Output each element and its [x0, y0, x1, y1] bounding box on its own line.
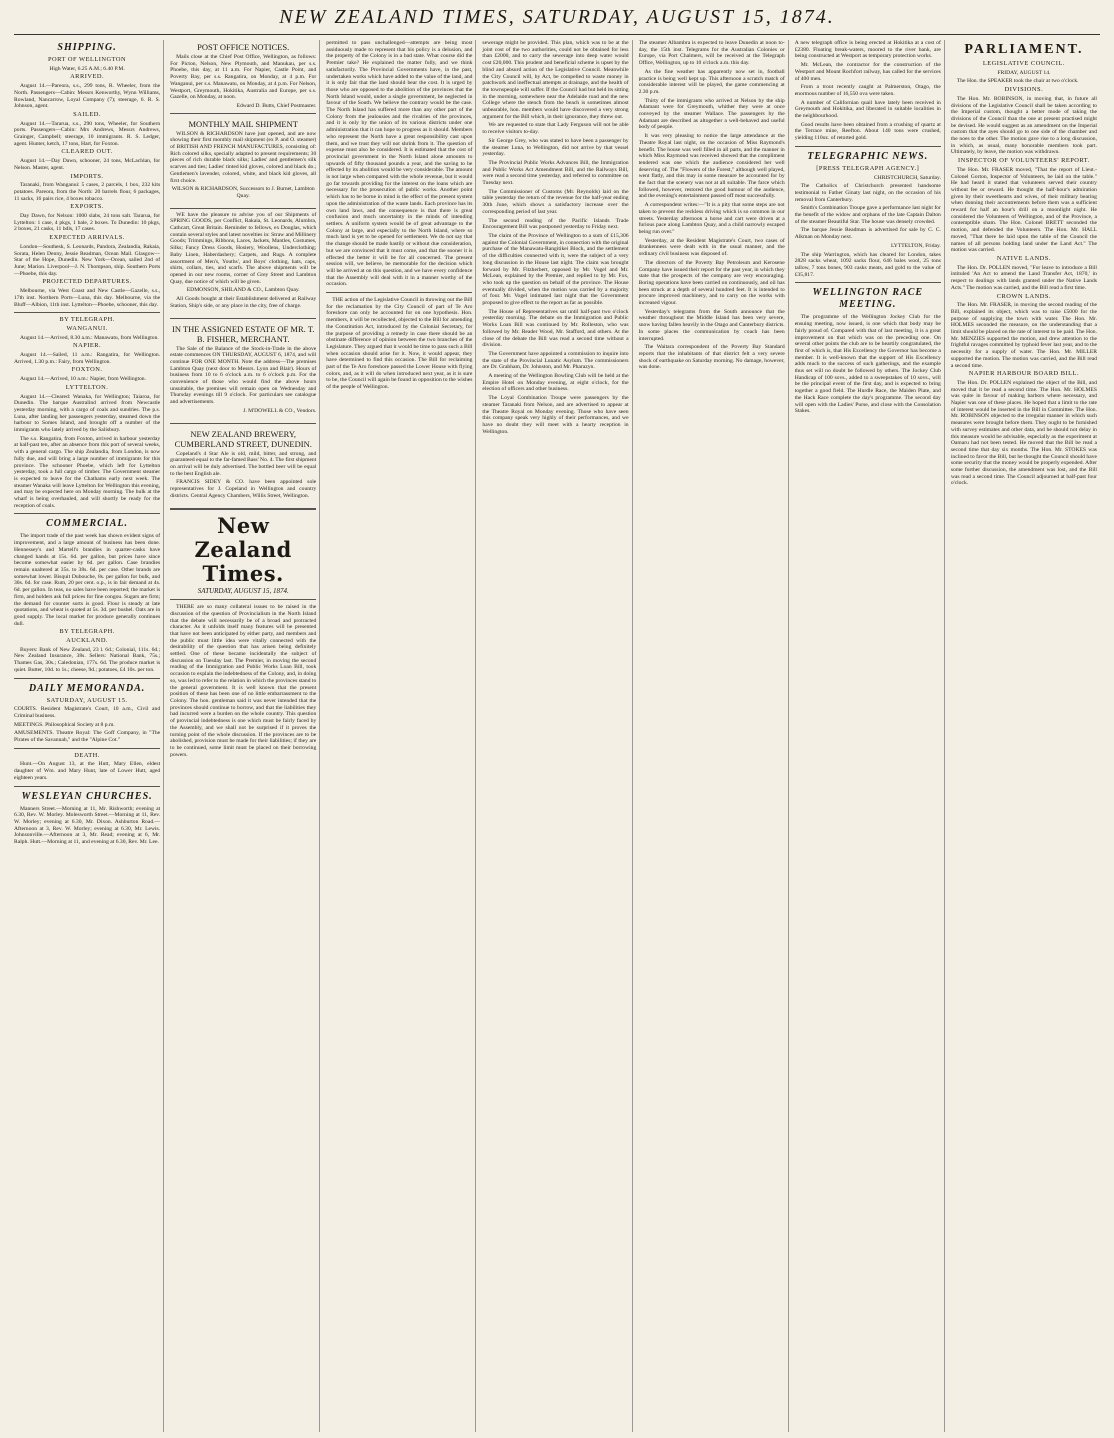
telegraphic-title: TELEGRAPHIC NEWS.	[807, 150, 929, 162]
ad4-head: NEW ZEALAND BREWERY, CUMBERLAND STREET, DUNEDIN.	[174, 428, 312, 449]
column-local-news	[482, 40, 632, 1432]
inspector-head: INSPECTOR OF VOLUNTEERS' REPORT.	[958, 157, 1090, 165]
harbour-text: The Hon. Dr. POLLEN explained the object of the Bill, and moved that it be read a second time. The Hon. Mr. HOLMES was quite in favour of making harbors where necessary, and Napier was one of these places. He hoped that a limit to the rate of interest would be inserted in the Bill in Committee. The Hon. Mr. ROBINSON objected to the irregular manner in which such measures were brought before them. They ought to be furnished with survey estimates and other data, and he should not delay in this measure would be advisable, especially as the experiment at Oamaru had not been tested. He moved that the Bill be read a second time that day six months. The Hon. Mr. STOKES was inclined to favor the Bill, but he thought the Council should have some security that the money would be properly expended. After some further discussion, the amendment was lost, and the Bill was read a second time. The Council adjourned at half-past four o'clock.	[950, 379, 1097, 487]
tel-2: Smith's Combination Troupe gave a performance last night for the benefit of the widow and orphans of the late Captain Dalton of the steamer Beautiful Star. The house was densely crowded.	[794, 205, 941, 225]
napier-head: NAPIER.	[72, 342, 102, 350]
column-telegraphic	[795, 40, 945, 1432]
ad2-body: WE have the pleasure to advise you of our Shipments of SPRING GOODS, per Conflict, Rakaia, St. Leonards, Alumbra, Cathcart, Great Britain. Reminder to fellows, ex Douglas, which contain several styles and latest novelties in: Straw and Millinery Goods; Trimmings, Ribbons, Laces, Jackets, Mantles, Costumes, Silks; Fancy Dress Goods, Hosiery, Woollens, Underclothing; Baby Linen, Haberdashery; Carpets, and Rugs. A complete assortment of Men's, Youths', and Boys' clothing, hats, caps, shirts, collars, ties, and scarfs. The above shipments will be opened in our new rooms, corner of Grey Street and Lambton Quay, due notice of which will be given.	[170, 211, 317, 285]
shipping-body: The s.s. Rangatira, from Foxton, arrived in harbour yesterday at half-past ten, after an absence from this port of several weeks, with a general cargo. The ship Zealandia, from London, is now fully due, and will bring a large number of immigrants for this province. The schooner Phoebe, which left for Lyttelton yesterday, took a full cargo of timber. The Government steamer is expected to leave for the Chathams early next week. The steamer Wanaka will leave Lyttelton for Wellington this evening, and may be expected here on Monday morning. The hulk at the wharf is being overhauled, and will shortly be ready for the reception of coals.	[14, 435, 161, 509]
news-1: The steamer Albambra is expected to leave Dunedin at noon to-day, the 15th inst. Telegrams for the Australian Colonies or Europe, via Port Chalmers, will be received at the Telegraph Office, Wellington, up to 10 o'clock a.m. this day.	[638, 40, 785, 67]
tides: High Water, 6.25 A.M.; 6.40 P.M.	[49, 65, 125, 72]
courts-head: COURTS.	[14, 706, 38, 713]
inspector-text: The Hon. Mr. FRASER moved, "That the report of Lieut.-Colonel Gorton, Inspector of Volunteers, be laid on the table." He had heard it stated that volunteers served their country without fee or reward. He thought the half-hour's admiration given by their sweethearts and wives, of their military bearing when donning their accoutrements before them was a sufficient reward for half an hour's drill on a moonlight night. He considered the Volunteers of Wellington, and of the Province, a contemptible sham. The Hon. Colonel BRETT seconded the motion, and defended the Volunteers. The Hon. Mr. HALL moved, "That there be laid upon the table of the Council the names of all persons holding land under the Land Act." The motion was carried.	[950, 166, 1097, 254]
wanganui-head: WANGANUI.	[66, 324, 108, 332]
rule	[795, 282, 941, 283]
column-adverts	[170, 40, 320, 1432]
ad3-body: The Sale of the Balance of the Stock-in-Trade in the above estate commences ON THURSDAY, AUGUST 6, 1874, and will continue FOR ONE MONTH. Note the address—The premises Lambton Quay (next door to Messrs. Lyon and Blair). Hours of business from 10 to 6 o'clock a.m. to 6 o'clock p.m. For the convenience of those who would find the above hours unsuitable, the premises will remain open on Wednesday and Thursday evenings till 9 o'clock. For particulars see catalogue and advertisements.	[170, 345, 317, 406]
churches-title: WESLEYAN CHURCHES.	[21, 790, 153, 802]
commercial-text: The import trade of the past week has shown evident signs of improvement, and a large amount of business has been done. Hennessey's and Martell's brandies in quarter-casks have changed hands at 15s. 6d. per gallon, but prices have since become somewhat easier by 6d. per gallon. Case brandies remain unaltered at 35s. to 38s. 6d. per case. Other brands are somewhat lower. Bisquit Dubouche, 8s. per gallon for bulk, and 30s. 6d. for case. Rum, 20 per cent. o.p., is in fair demand at 4s. 6d. per gallon. In teas, no sales have been reported; the market is firm, and holders ask full prices for fine congou. Sugars are firm; the demand for counter sorts is good. Flour is steady at late quotations, and wheat is quoted at 5s. 3d. per bushel. Oats are in good supply. The local market for produce generally continues dull.	[14, 533, 161, 627]
ad1-head: MONTHLY MAIL SHIPMENT	[188, 118, 298, 129]
local-news-3: Sir George Grey, who was stated to have been a passenger by the steamer Luna, to Wellington, did not arrive by that vessel yesterday.	[482, 137, 629, 158]
rule	[326, 292, 472, 293]
commercial-title: COMMERCIAL.	[46, 518, 128, 530]
news-3: Thirty of the immigrants who arrived at Nelson by the ship Adamant were for Greymouth, whither they were at once conveyed by the steamer Wallace. The passengers by the Adamant are described as altogether a well-behaved and useful body of people.	[638, 97, 785, 131]
ad2-note: All Goods bought at their Establishment delivered at Railway Station, Ship's side, or any place in the city, free of charge.	[170, 296, 317, 309]
place-lyttelton: LYTTELTON, Friday.	[890, 242, 941, 249]
sailed-head: SAILED.	[73, 110, 101, 118]
misc-3: From a trout recently caught at Palmerston, Otago, the enormous number of 16,550 ova were taken.	[794, 84, 941, 97]
misc-2: Mr. McLean, the contractor for the construction of the Westport and Mount Rochfort railway, has called for the services of 400 men.	[794, 62, 941, 82]
expected-text: London—Southesk, S. Leonards, Pandora, Zealandia, Rakaia, Sorata, Helen Denny, Jessie Readman, Ocean Mail. Glasgow—Star of the Hope, Dunedin. New York—Ocean, sailed 2nd of June; Marion. Liverpool—J. N. Thompson, ship. Southern Ports—Phoebe, this day.	[14, 243, 161, 277]
races-text: The programme of the Wellington Jockey Club for the ensuing meeting, now issued, is one which that body may be fairly proud of. Compared with that of last meeting, it is a great improvement on that which was on the preceding one. On several other points the club are to be heartily congratulated, the first of which is, that His Excellency the Governor has become a member. It is well-known that the support of His Excellency adds much to the success of such gatherings, and the example thus set will no doubt be followed by others. The Jockey Club Handicap of 100 sovs., added to a sweepstakes of 10 sovs., will be the principal event of the first day, and is expected to bring together a good field. The Hurdle Race, the Maiden Plate, and the Hack Race complete the day's programme. The second day will open with the Ladies' Purse, and close with the Consolation Stakes.	[794, 314, 941, 415]
council-head: LEGISLATIVE COUNCIL.	[982, 60, 1065, 67]
cleared-head: CLEARED OUT.	[61, 148, 113, 156]
parliament-title: PARLIAMENT.	[964, 42, 1084, 57]
natives-head: NATIVE LANDS.	[996, 254, 1051, 262]
local-news-10: A meeting of the Wellington Bowling Club will be held at the Empire Hotel on Monday evening, at eight o'clock, for the election of officers and other business.	[482, 373, 629, 393]
ad3-sign: J. M'DOWELL & CO., Vendors.	[243, 407, 317, 414]
projected-text: Melbourne, via West Coast and New Castle—Gazelle, s.s., 17th inst. Northern Ports—Luna, this day. Melbourne, via the Bluff—Albion, 11th inst. Lyttelton—Phoebe, schooner, this day.	[14, 288, 161, 308]
telegraph2-head: BY TELEGRAPH.	[59, 628, 115, 636]
masthead: NEW ZEALAND TIMES, SATURDAY, AUGUST 15, 1874.	[279, 6, 835, 28]
news-5: A correspondent writes:—"It is a pity that some steps are not taken to prevent the reckless driving which is so common in our streets. Yesterday afternoon a horse and cart were driven at a furious pace along Lambton Quay, and a child narrowly escaped being run over."	[638, 202, 785, 235]
sailed-text: August 14.—Tararua, s.s., 290 tons, Wheeler, for Southern ports. Passengers—Cabin: Mrs Andrews, Messrs Andrews, Grainger, Campbell; steerage, 10 immigrants. R. S. Ledger, agent. Hunter, ketch, 17 tons, Hart, for Foxton.	[14, 120, 161, 147]
telegraphic-sub: [PRESS TELEGRAPH AGENCY.]	[816, 164, 920, 172]
auckland-text: Buyers: Bank of New Zealand, 23 l. 6d.; Colonial, 111s. 6d.; New Zealand Insurance, 38s. Sellers: National Bank, 75s.; Thames Gas, 30s.; Caledonian, 177s. 6d. The produce market is quiet. Butter, 10d. to 1s.; cheese, 9d.; potatoes, £4 10s. per ton.	[14, 646, 161, 673]
lyttelton-text: August 14.—Cleared: Wanaka, for Wellington; Taiaroa, for Dunedin. The barque Australind arrived from Newcastle yesterday morning, with a cargo of coals and sundries. The p.s. Luna, after landing her passengers yesterday, steamed down the harbour to Somes Island, and brought off a number of the immigrants who lately arrived by the Salisbury.	[14, 393, 161, 434]
leader-text: THERE are so many collateral issues to be raised in the discussion of the question of Provincialism in the North Island that the debate will necessarily be of a broad and protracted character. As it unfolds itself many features will be presented that have not been anticipated by either party, and members and the public must little idea were vitally connected with the desirability of the question that has arisen being definitely settled. One of these became incidentally the subject of discussion on Tuesday last. The Premier, in moving the second reading of the Immigration and Public Works Loan Bill, took occasion to explain the indebtedness of the Colony, and, in doing so, was led to refer to the relation in which the provinces stand to the general government. It is well known that the present position of these has been one of no little embarrassment to the Colony. The hon. gentleman said it was never intended that the provinces should continue to borrow, and that the liabilities they had incurred were a burden on the whole country. This question of provincial indebtedness is one which must be fairly faced by the Assembly, and we shall not be surprised if it proves the turning point of the whole discussion. If the provinces are to be abolished, provision must be made for their liabilities; if they are to be continued, some limit must be placed on their borrowing powers.	[170, 604, 317, 758]
news-9: The Waitara correspondent of the Poverty Bay Standard reports that the inhabitants of that district felt a very severe shock of earthquake on Saturday morning. No damage, however, was done.	[638, 344, 785, 371]
rule	[170, 508, 316, 510]
shipping-title: SHIPPING.	[57, 42, 117, 53]
rule	[170, 599, 316, 600]
amusements-head: AMUSEMENTS.	[14, 730, 54, 737]
news-7: The directors of the Poverty Bay Petroleum and Kerosene Company have issued their report for the past year, in which they state that the prospects of the company are very encouraging. Boring operations have been carried on continuously, and oil has been struck at a depth of several hundred feet. It is intended to procure improved machinery, and to carry on the works with increased vigour.	[638, 259, 785, 307]
newspaper-flag: New Zealand Times.	[194, 513, 292, 587]
local-news-8: The House of Representatives sat until half-past two o'clock yesterday morning. The debate on the Immigration and Public Works Loan Bill was continued by Mr. Rolleston, who was followed by Mr. Reader Wood, Mr. Stafford, and others. At the close of the debate the Bill was read a second time without a division.	[482, 308, 629, 349]
exports-head: EXPORTS.	[70, 203, 104, 211]
place-christchurch: CHRISTCHURCH, Saturday.	[873, 174, 941, 181]
crown-text: The Hon. Mr. FRASER, in moving the second reading of the Bill, explained its object, which was to raise £5000 for the purpose of supplying the town with water. The Hon. Mr. HOLMES seconded the measure, on the understanding that a limit should be placed on the rate of interest to be paid. The Hon. Mr. MENZIES supported the motion, and drew attention to the frightful ravages committed by typhoid fever last year, and to the necessity for a supply of water. The Hon. Mr. MILLER supported the motion. The motion was carried, and the Bill read a second time.	[950, 302, 1097, 369]
local-news-1: sewerage might be provided. This plan, which was to be at the joint cost of the two authorities, could not be obtained for less than £2000, and to carry the sewerage into deep water would cost £20,000. This prudent and beneficial scheme is upset by the blind and absurd action of the Legislative Council. Meanwhile the City Council will, by Act, be compelled to waste money in patchwork and ineffectual attempts at drainage, and the health of the townspeople will suffer. If the Council had but held its sitting in the morning, somewhere near the Adelaide road and the new College where the stench from the beach is sometimes almost unbearable, hon. members would have discovered a very strong argument for the Bill which, in their ignorance, they threw out.	[482, 40, 629, 120]
cleared-text: August 14.—Day Dawn, schooner, 24 tons, McLachlan, for Nelson. Master, agent.	[14, 158, 161, 171]
napier-text: August 14.—Sailed, 11 a.m.: Rangatira, for Wellington. Arrived, 1.30 p.m.: Fairy, from Wellington.	[14, 352, 161, 365]
tel-4: The ship Warrington, which has cleared for London, takes 2828 sacks wheat, 1092 sacks flour, 646 bales wool, 25 tons tallow, 7 tons bones, 903 casks meats, and gold to the value of £35,817.	[794, 251, 941, 278]
projected-head: PROJECTED DEPARTURES.	[42, 278, 132, 286]
advert-mail-shipment	[170, 113, 316, 205]
local-news-2: We are requested to state that Lady Ferguson will not be able to receive visitors to-day.	[482, 122, 629, 136]
news-6: Yesterday, at the Resident Magistrate's Court, two cases of drunkenness were dealt with in the usual manner, and the ordinary civil business was disposed of.	[638, 237, 785, 258]
imports-text: Taranaki, from Wanganui: 5 cases, 2 parcels, 1 box, 232 kits potatoes. Pareora, from the North: 20 barrels flour, 6 packages, 11 sacks, 16 pairs rice, 4 boxes tobacco.	[14, 182, 161, 202]
imports-head: IMPORTS.	[70, 172, 104, 180]
foxton-head: FOXTON.	[71, 366, 103, 374]
exports-text: Day Dawn, for Nelson: 1000 slabs, 24 tons salt. Tararua, for Lyttelton: 1 case, 4 pkgs, 1 bale, 2 boxes. To Dunedin: 10 pkgs, 2 boxes, 21 casks, 11 bdls, 17 cases.	[14, 213, 161, 233]
local-news-7: The claim of the Province of Wellington to a sum of £15,306 against the Colonial Government, in connection with the original purchase of the Manawatu-Rangitikei Block, and the settlement of the difficulties connected with it, were the subject of a very long discussion in the House last night. The claim was brought forward by Mr. Fitzherbert, opposed by Mr. Vogel and Mr. McLean, explained by the Premier, and replied to by Mr. Fox, who took up the question on behalf of the province. The House eventually divided, when the motion was carried by a majority of four. Mr. Vogel intimated last night that the Government proposed to give effect to the report as far as possible.	[482, 232, 629, 307]
post-title: POST OFFICE NOTICES.	[197, 42, 290, 52]
memoranda-title: DAILY MEMORANDA.	[28, 682, 146, 694]
column-shipping	[14, 40, 164, 1432]
flag-dateline: SATURDAY, AUGUST 15, 1874.	[197, 587, 289, 596]
column-parliament	[951, 40, 1100, 1432]
churches-text: Manners Street.—Morning at 11, Mr. Rishworth; evening at 6.30, Rev. W. Morley. Molesworth Street.—Morning at 11, Rev. W. Morley; evening at 6.30, Mr. Dixon. Ashburton Road.—Afternoon at 3, Rev. W. Morley; evening at 6.30, Mr. Lewis. Johnsonville.—Afternoon at 3, Mr. Read; evening at 6, Mr. Ralph. Hutt.—Morning at 11, and evening at 6.30, Rev. Mr. Lee.	[14, 805, 161, 846]
misc-4: A number of Californian quail have lately been received in Greymouth and Hokitika, and liberated in suitable localities in the neighbourhood.	[794, 99, 941, 120]
misc-5: Good results have been obtained from a crushing of quartz at the Terrace mine, Reefton. About 140 tons were crushed, yielding 110oz. of retorted gold.	[794, 121, 941, 142]
arrived-text: August 14.—Pareora, s.s., 299 tons, R. Wheeler, from the North. Passengers—Cabin: Messrs Kenworthy, Wynn Williams, Rowland, Nancarrow, Loyal Company (7); steerage, 6. R. S. Johnson, agent.	[14, 83, 161, 110]
columns	[14, 40, 1100, 1432]
races-title: WELLINGTON RACE MEETING.	[812, 287, 924, 311]
rule	[14, 312, 160, 313]
advert-brewery	[170, 423, 316, 505]
harbour-head: NAPIER HARBOUR BOARD BILL.	[968, 370, 1080, 378]
rule	[14, 748, 160, 749]
tel-3: The barque Jessie Readman is advertised for sale by C. C. Alkman on Monday next.	[794, 227, 941, 241]
divisions-text: The Hon. Mr. ROBINSON, in moving that, in future all divisions of the Legislative Council shall be taken according to the Imperial custom, thought a better mode of taking the divisions of the Council than the one at present practised might be devised. He would suggest as an amendment on the Imperial custom that the ayes should go to one side of the chamber and the noes to the other. The motion gave rise to a long discussion, in which, as usual, many honorable members took part. Ultimately, by leave, the motion was withdrawn.	[950, 95, 1097, 156]
amusements-text: Theatre Royal: The Goff Company, in "The Pirates of the Savannah," and the "Alpine Cot."	[14, 730, 161, 744]
death-head: DEATH.	[74, 751, 100, 759]
expected-head: EXPECTED ARRIVALS.	[49, 234, 125, 242]
council-note: THE action of the Legislative Council in throwing out the Bill for the reclamation by the City Council of part of Te Aro foreshore can only be accounted for on one hypothesis. Hon. members, it will be recollected, objected to the Bill for amending the Constitution Act, introduced by the Colonial Secretary, for the purpose of providing a remedy in case there should be an obstinate difference of opinion between the two branches of the Legislature. They argued that it would be time to pass such a Bill when occasion should arise for it. Now, it would appear, they have determined to find this occasion. The Bill for reclaiming part of the Te Aro foreshore passed the Lower House with flying colors, and, as it will do when introduced next year, as it is sure to be, the Council will again be found in opposition to the wishes of the people of Wellington.	[326, 297, 473, 391]
ad1-body: WILSON & RICHARDSON have just opened, and are now showing their first monthly mail shipment (ex P. and O. steamer) of BRITISH AND FRENCH MANUFACTURES, consisting of: Rich colored silks, specially adapted to present requirements; 30 pieces of rich durable black silks; Ladies' and gentlemen's silk scarves and ties; Ladies' tinted kid gloves, colored and black do.; Gentlemen's lavender, colored, white, and black kid gloves, all first choice.	[170, 130, 317, 184]
divisions-head: DIVISIONS.	[1004, 86, 1044, 94]
meetings-head: MEETINGS.	[14, 721, 44, 728]
wanganui-text: August 14.—Arrived, 8.30 a.m.: Manawatu, from Wellington.	[20, 334, 159, 341]
news-4: It was very pleasing to notice the large attendance at the Theatre Royal last night, on the occasion of Miss Raymond's benefit. The house was well filled in all parts, and the manner in which Miss Raymond was received showed that the compliment tendered was one which the audience considered her well deserving of. The "Flowers of the Forest," although well played, went flatly, and this may in some measure be accounted for by the fact that the scenery was not at all suitable. The farce which followed, however, restored the good humour of the audience, and the evening's entertainment passed off most successfully.	[638, 133, 785, 200]
news-8: Yesterday's telegrams from the South announce that the weather throughout the Middle Island has been very severe, snow having fallen heavily in the Otago and Canterbury districts. In some places the communication by coach has been interrupted.	[638, 308, 785, 342]
rule	[14, 678, 160, 679]
foxton-text: August 14.—Arrived, 10 a.m.: Napier, from Wellington.	[20, 376, 146, 383]
masthead-rule	[14, 34, 1100, 35]
lyttelton-head: LYTTELTON.	[65, 383, 109, 391]
column-news	[639, 40, 789, 1432]
council-date: FRIDAY, AUGUST 14.	[997, 69, 1051, 76]
arrived-head: ARRIVED.	[70, 73, 105, 81]
rule	[14, 513, 160, 514]
ad1-sign: WILSON & RICHARDSON, Successors to J. Burnet, Lambton Quay.	[171, 186, 315, 199]
leader-continued: permitted to pass unchallenged—attempts are being most assiduously made to represent that his policy is a delusion, and the property of the Colony is in a bad state. What course did the Premier take? He explained the matter fully, and we think satisfactorily. The Provincial Governments have, in the past, undertaken works which have added to the value of the land, and it is only fair that the land should bear the cost. It is urged by those who are opposed to the abolition of the provinces that the North Island would, under a single government, be neglected in favour of the South. We believe the contrary would be the case. The North Island has suffered more than any other part of the Colony from the jealousies and the rivalries of the provinces, and it is only by the union of its various districts under one administration that it can hope to progress as it should. Members who represent the North have a great responsibility cast upon them, and we trust they will not shrink from it. The question of expense must also be considered. It is estimated that the cost of provincial government in the North Island alone amounts to upwards of fifty thousand pounds a year, and the saving to be effected by its abolition would be very considerable. The amount is not large when compared with the whole revenue, but it would go far towards providing for the interest on the loans which are necessary for the prosecution of public works. Another point which has to be borne in mind is the effect of the present system upon the administration of the waste lands. Each province has its own land laws, and the consequence is that there is great confusion and much uncertainty in the minds of intending settlers. A uniform system would be of great advantage to the Colony at large, and especially to the North Island, where so much land is yet to be opened for settlement. We do not say that the change should be made hastily or without due consideration, but we are convinced that it must come, and that the sooner it is effected the better it will be for all concerned. The present session will, we believe, be memorable for the decision which will be arrived at on this question, and we have every confidence that the Assembly will deal with it in a manner worthy of the occasion.	[326, 40, 473, 288]
courts-text: Resident Magistrate's Court, 10 a.m., Civil and Criminal business.	[14, 706, 161, 719]
meetings-text: Philosophical Society at 8 p.m.	[45, 721, 115, 728]
death-text: Hunt.—On August 13, at the Hutt, Mary Ellen, eldest daughter of Wm. and Mary Hunt, late of Lower Hutt, aged eighteen years.	[14, 761, 161, 781]
auckland-head: AUCKLAND.	[66, 637, 109, 645]
local-news-6: The second reading of the Pacific Islands Trade Encouragement Bill was postponed yesterday to Friday next.	[482, 217, 629, 231]
council-opening: The Hon. the SPEAKER took the chair at two o'clock.	[956, 78, 1079, 85]
post-sign: Edward D. Butts, Chief Postmaster.	[236, 102, 317, 109]
telegraph-head: BY TELEGRAPH.	[59, 316, 115, 324]
port-name: PORT OF WELLINGTON	[47, 56, 127, 63]
tel-1: The Catholics of Christchurch presented handsome testimonial to Father Ginaty last night, on the occasion of his removal from Canterbury.	[794, 183, 941, 203]
local-news-9: The Government have appointed a commission to inquire into the state of the Provincial Lunatic Asylum. The commissioners are Dr. Grabham, Dr. Johnston, and Mr. Pharazyn.	[482, 350, 629, 371]
local-news-4: The Provincial Public Works Advances Bill, the Immigration and Public Works Act Amendment Bill, and the Railways Bill, were read a second time yesterday, and referred to committee on Tuesday next.	[482, 159, 629, 187]
natives-text: The Hon. Dr. POLLEN moved, "For leave to introduce a Bill intituled 'An Act to amend the Land Transfer Act, 1870,' in respect to dealings with lands granted under the Native Lands Acts." The motion was carried, and the Bill read a first time.	[950, 264, 1097, 291]
rule	[795, 146, 941, 147]
ad3-head: IN THE ASSIGNED ESTATE OF MR. T. B. FISHER, MERCHANT.	[172, 323, 315, 344]
memoranda-date: SATURDAY, AUGUST 15.	[46, 696, 128, 704]
local-news-11: The Loyal Combination Troupe were passengers by the steamer Taranaki from Nelson, and are advertised to appear at the Theatre Royal on Monday evening. Those who have seen this company speak very highly of their performances, and we have no doubt they will meet with a hearty reception in Wellington.	[482, 395, 629, 435]
local-news-5: The Commissioner of Customs (Mr. Reynolds) laid on the table yesterday the return of the revenue for the half-year ending 30th June, which shows a satisfactory increase over the corresponding period of last year.	[482, 188, 629, 215]
rule	[14, 786, 160, 787]
ad4-sign: FRANCIS SIDEY & CO. have been appointed sole representatives for J. Copeland in Wellington and country districts. Central Agency Chambers, Willis Street, Wellington.	[170, 479, 317, 499]
column-leader	[326, 40, 476, 1432]
misc-1: A new telegraph office is being erected at Hokitika at a cost of £2380. Floating break-waters, moored to the river bank, are being constructed at Westport as temporary protection works.	[794, 40, 941, 60]
crown-head: CROWN LANDS.	[996, 292, 1052, 300]
ad4-body: Copeland's 4 Star Ale is old, mild, bitter, and strong, and guaranteed equal to the far-famed Bass' No. 4. The first shipment on arrival will be duly advertised. The bottled beer will be equal to the best English ale.	[170, 450, 317, 477]
post-body: Mails close at the Chief Post Office, Wellington, as follows: For Picton, Nelson, New Plymouth, and Manukau, per s.s. Phoebe, this day, at 11 a.m. For Napier, Castle Point, and Poverty Bay, per s.s. Rangatira, on Monday, at 4 p.m. For Wanganui, per s.s. Manawatu, on Monday, at 4 p.m. For Nelson, Westport, Greymouth, Hokitika, Australia and Europe, per s.s. Gazelle, on Monday, at noon.	[170, 54, 317, 101]
news-2: As the fine weather has apparently now set in, football practice is being well kept up. This afternoon a scratch match of considerable interest will be played, the game commencing at 2.30 p.m.	[638, 68, 785, 95]
ad2-sign: EDMONSON, SHILAND & CO., Lambton Quay.	[186, 287, 300, 294]
advert-spring-goods	[170, 208, 316, 315]
advert-assigned-estate	[170, 318, 316, 420]
